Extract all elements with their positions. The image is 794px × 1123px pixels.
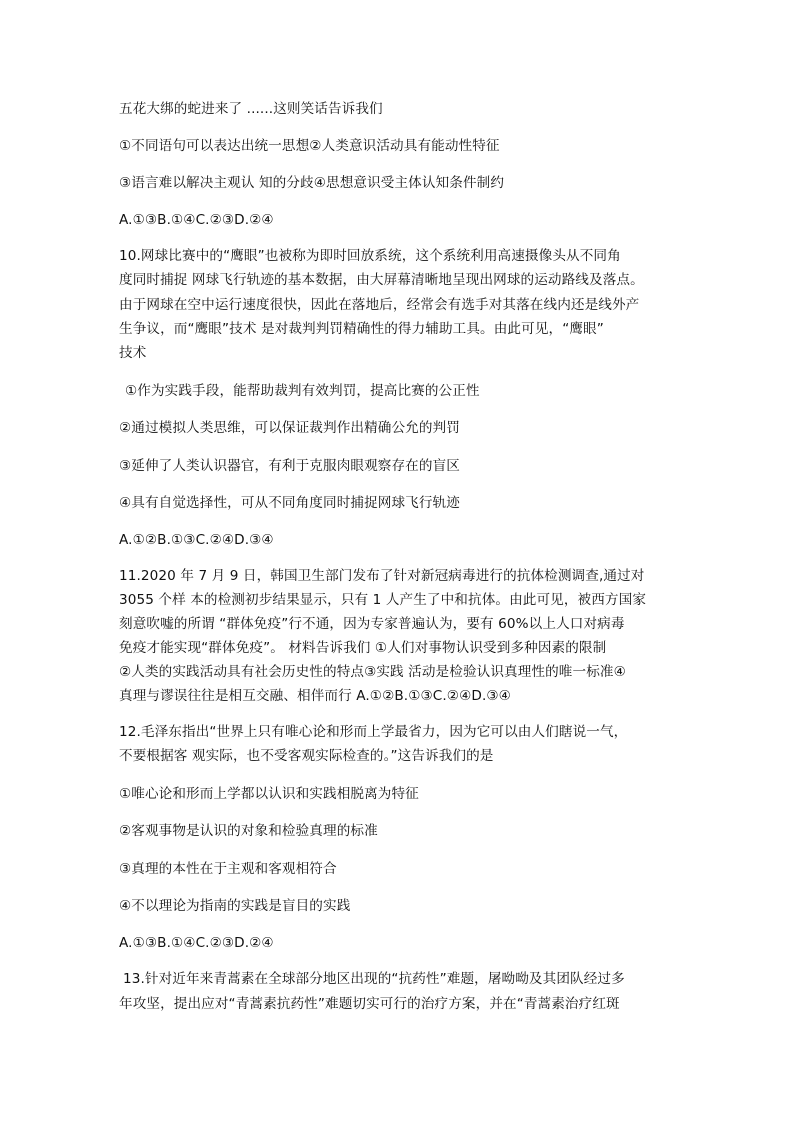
question-10-answers: A.①②B.①③C.②④D.③④ [119,532,274,548]
text-line-option-1-2: ①不同语句可以表达出统一思想②人类意识活动具有能动性特征 [119,138,500,154]
question-12-option-1: ①唯心论和形而上学都以认识和实践相脱离为特征 [119,786,419,802]
question-11-line-6: 真理与谬误往往是相互交融、相伴而行 A.①②B.①③C.②④D.③④ [119,688,511,704]
question-10-line-5: 技术 [119,345,147,361]
question-11-line-5: ②人类的实践活动具有社会历史性的特点③实践 活动是检验认识真理性的唯一标准④ [119,664,626,680]
text-line-continuation: 五花大绑的蛇进来了 ......这则笑话告诉我们 [119,101,383,117]
question-10-option-4: ④具有自觉选择性，可从不同角度同时捕捉网球飞行轨迹 [119,495,460,511]
question-12-line-2: 不要根据客 观实际，也不受客观实际检查的。”这告诉我们的是 [119,748,494,764]
text-line-option-3-4: ③语言难以解决主观认 知的分歧④思想意识受主体认知条件制约 [119,175,505,191]
question-10-line-1: 10.网球比赛中的“鹰眼”也被称为即时回放系统，这个系统利用高速摄像头从不同角 [119,248,621,264]
question-10-line-3: 由于网球在空中运行速度很快，因此在落地后，经常会有选手对其落在线内还是线外产 [119,297,640,313]
question-12-line-1: 12.毛泽东指出“世界上只有唯心论和形而上学最省力，因为它可以由人们瞎说一气， [119,724,628,740]
question-10-option-1: ①作为实践手段，能帮助裁判有效判罚，提高比赛的公正性 [125,383,480,399]
question-12-answers: A.①③B.①④C.②③D.②④ [119,935,274,951]
question-13-line-2: 年攻坚，提出应对“青蒿素抗药性”难题切实可行的治疗方案，并在“青蒿素治疗红斑 [119,996,620,1012]
question-11-line-3: 刻意吹嘘的所谓 “群体免疫”行不通，因为专家普遍认为，要有 60%以上人口对病毒 [119,616,625,632]
question-11-line-2: 3055 个样 本的检测初步结果显示，只有 1 人产生了中和抗体。由此可见，被西方国家 [119,592,647,608]
question-11-line-4: 免疫才能实现“群体免疫”。 材料告诉我们 ①人们对事物认识受到多种因素的限制 [119,640,607,656]
question-10-line-4: 生争议，而“鹰眼”技术 是对裁判判罚精确性的得力辅助工具。由此可见，“鹰眼” [119,321,604,337]
question-10-line-2: 度同时捕捉 网球飞行轨迹的基本数据，由大屏幕清晰地呈现出网球的运动路线及落点。 [119,272,644,288]
question-11-line-1: 11.2020 年 7 月 9 日，韩国卫生部门发布了针对新冠病毒进行的抗体检测调查,通过对 [119,568,645,584]
question-12-option-2: ②客观事物是认识的对象和检验真理的标准 [119,823,378,839]
question-12-option-3: ③真理的本性在于主观和客观相符合 [119,861,337,877]
question-13-line-1: 13.针对近年来青蒿素在全球部分地区出现的“抗药性”难题，屠呦呦及其团队经过多 [123,971,625,987]
question-10-option-3: ③延伸了人类认识器官，有利于克服肉眼观察存在的盲区 [119,458,460,474]
text-line-answers-q9: A.①③B.①④C.②③D.②④ [119,212,274,228]
question-10-option-2: ②通过模拟人类思维，可以保证裁判作出精确公允的判罚 [119,420,460,436]
question-12-option-4: ④不以理论为指南的实践是盲目的实践 [119,898,351,914]
